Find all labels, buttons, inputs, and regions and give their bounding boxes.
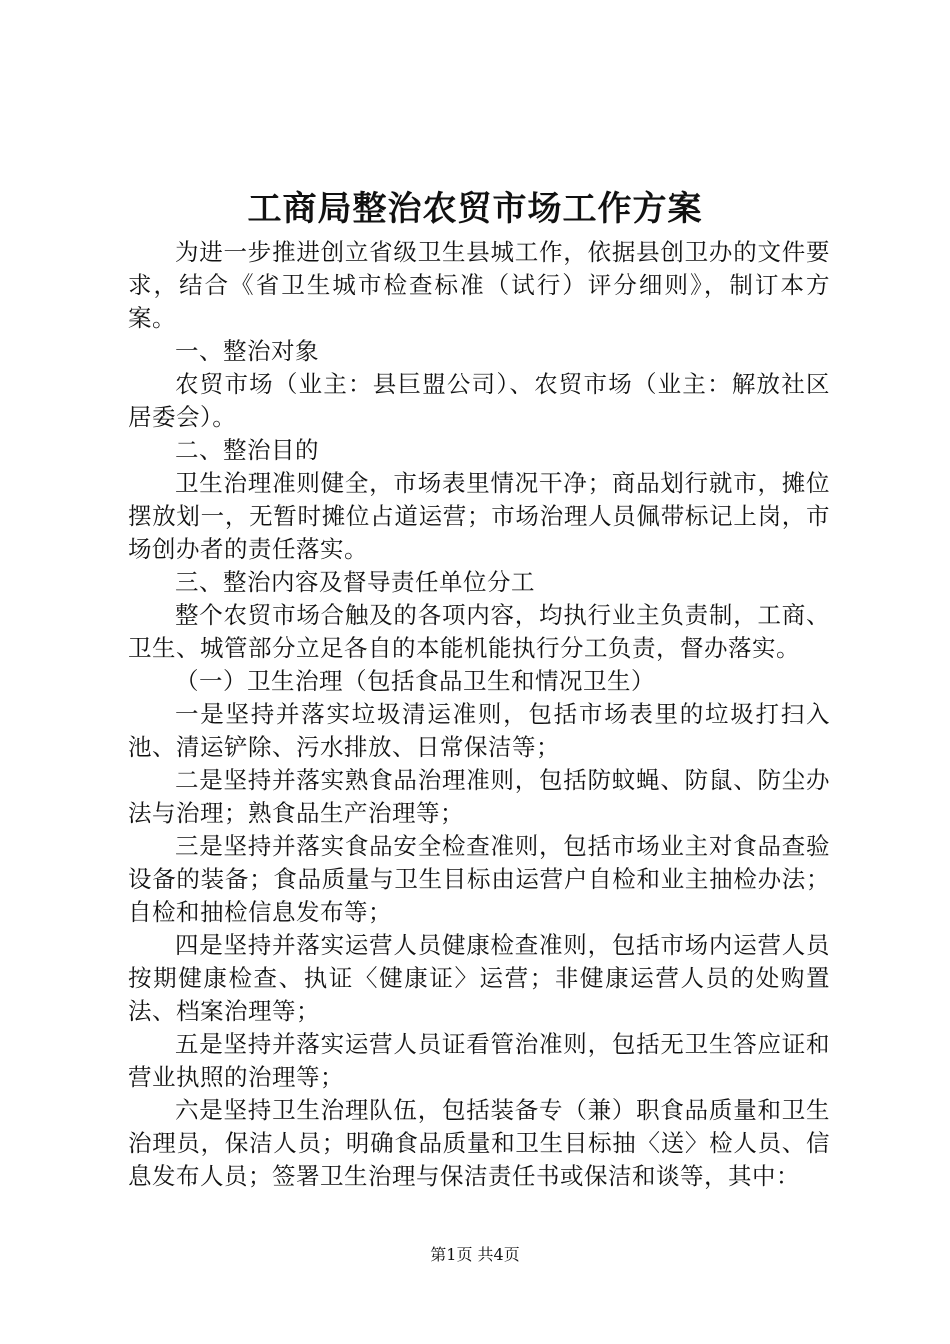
paragraph: 卫生治理准则健全，市场表里情况干净；商品划行就市，摊位摆放划一，无暂时摊位占道运营；市场治理人员佩带标记上岗，市场创办者的责任落实。: [128, 469, 830, 563]
subsection-heading: （一）卫生治理（包括食品卫生和情况卫生）: [175, 667, 655, 695]
list-item: 三是坚持并落实食品安全检查准则，包括市场业主对食品查验设备的装备；食品质量与卫生目标由运营户自检和业主抽检办法；自检和抽检信息发布等；: [128, 832, 830, 926]
page-footer: 第1页 共4页: [430, 1245, 520, 1264]
list-item: 五是坚持并落实运营人员证看管治准则，包括无卫生答应证和营业执照的治理等；: [128, 1030, 830, 1091]
section-heading-3: 三、整治内容及督导责任单位分工: [175, 568, 535, 596]
section-heading-2: 二、整治目的: [175, 436, 319, 464]
paragraph: 整个农贸市场合触及的各项内容，均执行业主负责制，工商、卫生、城管部分立足各自的本能机能执行分工负责，督办落实。: [128, 601, 830, 662]
list-item: 六是坚持卫生治理队伍，包括装备专（兼）职食品质量和卫生治理员，保洁人员；明确食品质量和卫生目标抽〈送〉检人员、信息发布人员；签署卫生治理与保洁责任书或保洁和谈等，其中：: [128, 1096, 830, 1190]
list-item: 四是坚持并落实运营人员健康检查准则，包括市场内运营人员按期健康检查、执证〈健康证〉运营；非健康运营人员的处购置法、档案治理等；: [128, 931, 830, 1025]
document-body: [128, 236, 830, 1193]
paragraph-intro: 为进一步推进创立省级卫生县城工作，依据县创卫办的文件要求，结合《省卫生城市检查标准（试行）评分细则》，制订本方案。: [128, 238, 830, 332]
list-item: 二是坚持并落实熟食品治理准则，包括防蚊蝇、防鼠、防尘办法与治理；熟食品生产治理等；: [128, 766, 830, 827]
paragraph: 农贸市场（业主：县巨盟公司）、农贸市场（业主：解放社区居委会）。: [128, 370, 830, 431]
section-heading-1: 一、整治对象: [175, 337, 319, 365]
document-title: 工商局整治农贸市场工作方案: [247, 189, 703, 229]
list-item: 一是坚持并落实垃圾清运准则，包括市场表里的垃圾打扫入池、清运铲除、污水排放、日常保洁等；: [128, 700, 830, 761]
